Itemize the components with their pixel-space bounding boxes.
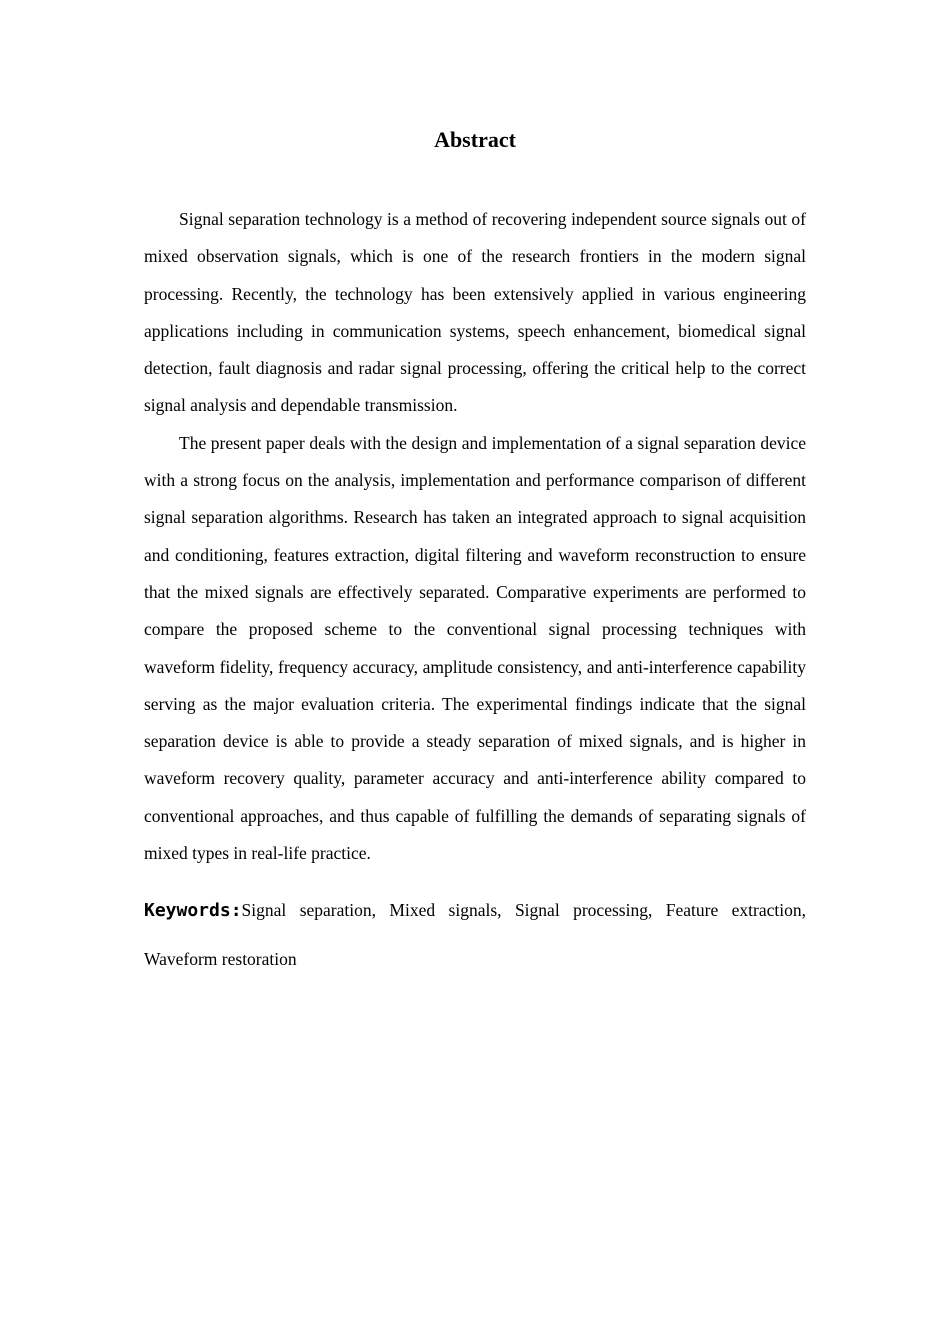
- abstract-title: Abstract: [434, 127, 516, 152]
- keywords-label: Keywords:: [144, 900, 242, 922]
- abstract-section: [144, 124, 806, 983]
- abstract-paragraph-2: The present paper deals with the design and implementation of a signal separation device with a strong focus on the analysis, implementation and performance comparison of different signal separation algorithms. Research has taken an integrated approach to signal acquisition and conditioning, features extraction, digital filtering and waveform reconstruction to ensure that the mixed signals are effectively separated. Comparative experiments are performed to compare the proposed scheme to the conventional signal processing techniques with waveform fidelity, frequency accuracy, amplitude consistency, and anti-interference capability serving as the major evaluation criteria. The experimental findings indicate that the signal separation device is able to provide a steady separation of mixed signals, and is higher in waveform recovery quality, parameter accuracy and anti-interference ability compared to conventional approaches, and thus capable of fulfilling the demands of separating signals of mixed types in real-life practice.: [144, 432, 806, 864]
- abstract-body: [144, 201, 806, 872]
- keywords-text: Signal separation, Mixed signals, Signal processing, Feature extraction, Waveform restoration: [144, 900, 806, 970]
- keywords-line: [144, 886, 806, 983]
- abstract-paragraph-1: Signal separation technology is a method of recovering independent source signals out of mixed observation signals, which is one of the research frontiers in the modern signal processing. Recently, the technology has been extensively applied in various engineering applications including in communication systems, speech enhancement, biomedical signal detection, fault diagnosis and radar signal processing, offering the critical help to the correct signal analysis and dependable transmission.: [144, 209, 806, 416]
